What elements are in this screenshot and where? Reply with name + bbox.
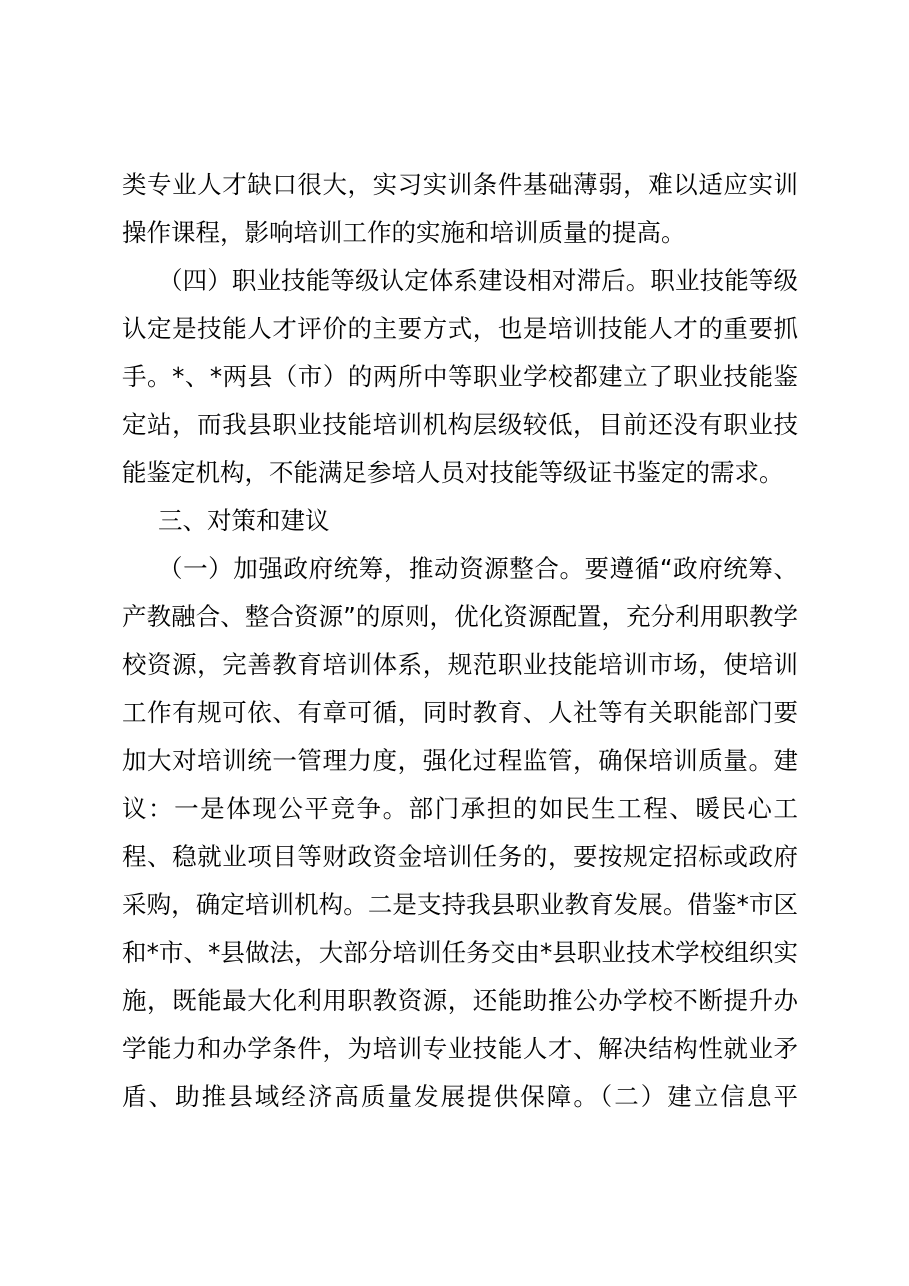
text-line: 盾、助推县域经济高质量发展提供保障。（二）建立信息平: [122, 1082, 798, 1111]
text-line: 产教融合、整合资源”的原则，优化资源配置，充分利用职教学: [122, 602, 798, 631]
text-line: 校资源，完善教育培训体系，规范职业技能培训市场，使培训: [122, 650, 798, 679]
section-heading: 三、对策和建议: [158, 506, 330, 535]
text-line: 加大对培训统一管理力度，强化过程监管，确保培训质量。建: [122, 746, 798, 775]
text-line: 程、稳就业项目等财政资金培训任务的，要按规定招标或政府: [122, 842, 798, 871]
text-line: 类专业人才缺口很大，实习实训条件基础薄弱，难以适应实训: [122, 170, 798, 199]
paragraph-heading-4: （四）职业技能等级认定体系建设相对滞后。职业技能等级: [158, 266, 798, 295]
text-line: 施，既能最大化利用职教资源，还能助推公办学校不断提升办: [122, 986, 798, 1015]
text-line: 采购，确定培训机构。二是支持我县职业教育发展。借鉴*市区: [122, 890, 798, 919]
text-line: 和*市、*县做法，大部分培训任务交由*县职业技术学校组织实: [122, 938, 798, 967]
paragraph-heading-1: （一）加强政府统筹，推动资源整合。要遵循“政府统筹、: [158, 554, 798, 583]
text-line: 学能力和办学条件，为培训专业技能人才、解决结构性就业矛: [122, 1034, 798, 1063]
text-line: 操作课程，影响培训工作的实施和培训质量的提高。: [122, 218, 686, 247]
text-line: 认定是技能人才评价的主要方式，也是培训技能人才的重要抓: [122, 314, 798, 343]
text-line: 定站，而我县职业技能培训机构层级较低，目前还没有职业技: [122, 410, 798, 439]
text-line: 手。*、*两县（市）的两所中等职业学校都建立了职业技能鉴: [122, 362, 798, 391]
document-body: [122, 161, 798, 1121]
text-line: 议：一是体现公平竞争。部门承担的如民生工程、暖民心工: [122, 794, 798, 823]
text-line: 工作有规可依、有章可循，同时教育、人社等有关职能部门要: [122, 698, 798, 727]
text-line: 能鉴定机构，不能满足参培人员对技能等级证书鉴定的需求。: [122, 458, 784, 487]
